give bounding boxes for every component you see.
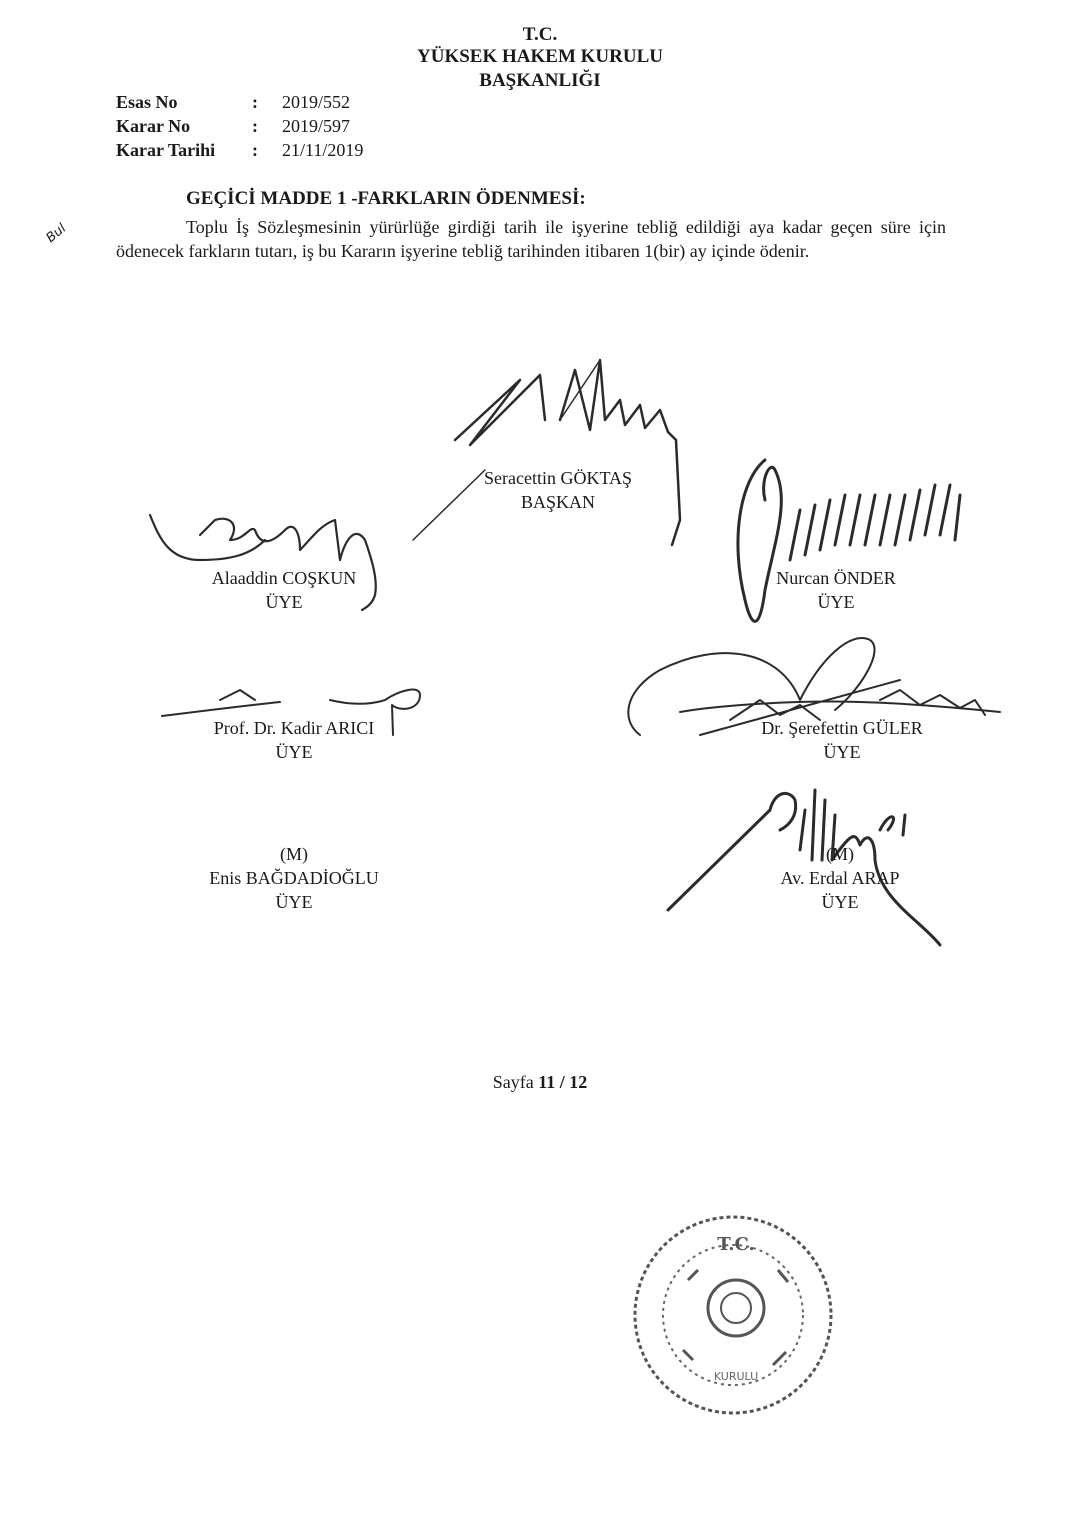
member-name: Prof. Dr. Kadir ARICI xyxy=(213,718,375,738)
margin-note: Bul xyxy=(43,221,70,246)
member-name: Seracettin GÖKTAŞ xyxy=(483,468,633,488)
member-role: ÜYE xyxy=(817,592,855,612)
header-tc: T.C. xyxy=(522,24,558,45)
member-name: Enis BAĞDADİOĞLU xyxy=(209,868,379,888)
svg-text:T.C.: T.C. xyxy=(717,1234,755,1255)
member-name: Dr. Şerefettin GÜLER xyxy=(761,718,923,738)
dissent-mark: (M) xyxy=(826,844,854,864)
svg-text:KURULU: KURULU xyxy=(713,1370,759,1383)
member-alaaddin xyxy=(134,566,434,614)
meta-karar-no: Karar No : 2019/597 xyxy=(116,116,351,136)
section-title: GEÇİCİ MADDE 1 -FARKLARIN ÖDENMESİ: xyxy=(186,188,586,209)
section-body: Toplu İş Sözleşmesinin yürürlüğe girdiği tarih ile işyerine tebliğ edildiği aya kadar geçen süre için ödenecek farkların tutarı, iş bu Kararın işyerine tebliğ tarihinden itibaren 1(bir) ay içinde ödenir. xyxy=(116,217,946,261)
member-nurcan xyxy=(686,566,986,614)
member-erdal xyxy=(690,842,990,914)
member-role: ÜYE xyxy=(823,742,861,762)
member-name: Nurcan ÖNDER xyxy=(776,568,896,588)
member-role: ÜYE xyxy=(275,742,313,762)
header-institution: YÜKSEK HAKEM KURULU xyxy=(417,46,663,67)
dissent-mark: (M) xyxy=(280,844,308,864)
official-stamp xyxy=(628,1210,838,1420)
member-enis xyxy=(144,842,444,914)
member-role: ÜYE xyxy=(265,592,303,612)
page-number: Sayfa 11 / 12 xyxy=(492,1072,588,1092)
meta-karar-tarihi: Karar Tarihi : 21/11/2019 xyxy=(116,140,364,160)
member-serefettin xyxy=(692,716,992,764)
stamp-inner-ring xyxy=(663,1245,803,1385)
member-role: ÜYE xyxy=(821,892,859,912)
meta-esas-no: Esas No : 2019/552 xyxy=(116,92,351,112)
member-kadir xyxy=(144,716,444,764)
chair-signature xyxy=(413,360,680,545)
member-name: Alaaddin COŞKUN xyxy=(211,568,357,588)
member-role: BAŞKAN xyxy=(520,492,595,512)
member-name: Av. Erdal ARAP xyxy=(780,868,900,888)
stamp-emblem xyxy=(708,1280,764,1336)
member-chair xyxy=(408,466,708,514)
header-office: BAŞKANLIĞI xyxy=(479,70,601,91)
member-role: ÜYE xyxy=(275,892,313,912)
